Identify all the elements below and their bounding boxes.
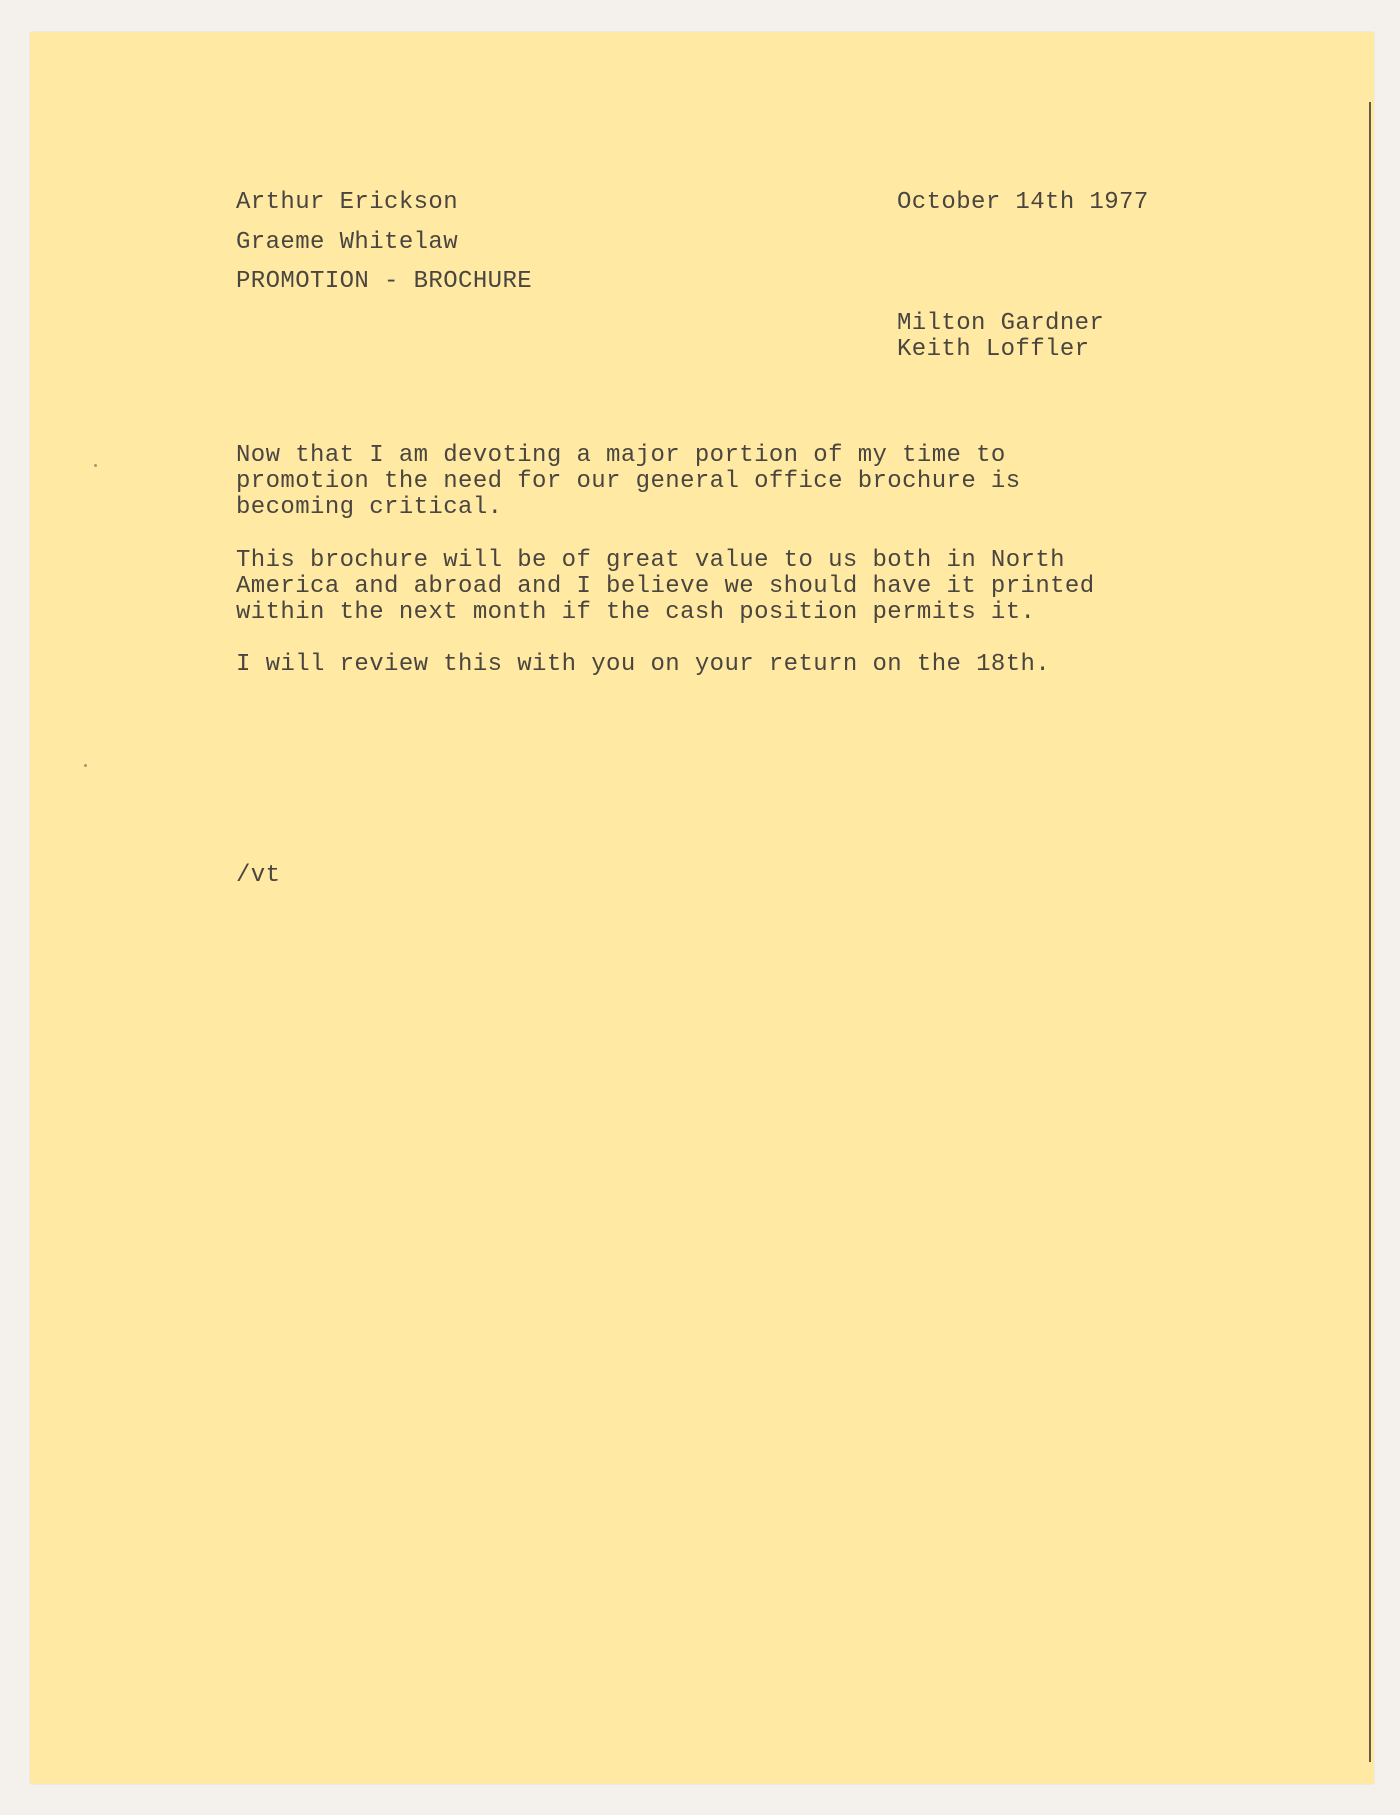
paragraph-2-line-1: This brochure will be of great value to us both in North: [236, 547, 1065, 574]
memo-to: Arthur Erickson: [236, 189, 459, 216]
memo-cc-1: Milton Gardner: [897, 310, 1105, 337]
paragraph-2-line-3: within the next month if the cash position permits it.: [236, 599, 1036, 626]
paragraph-3-line-1: I will review this with you on your return on the 18th.: [236, 651, 1051, 678]
paper-speck: [94, 464, 97, 467]
memo-from: Graeme Whitelaw: [236, 229, 459, 256]
paragraph-2-line-2: America and abroad and I believe we should have it printed: [236, 573, 1095, 600]
paper-speck: [84, 764, 87, 767]
paragraph-1-line-2: promotion the need for our general office brochure is: [236, 468, 1021, 495]
typist-initials: /vt: [236, 862, 281, 889]
paragraph-1-line-1: Now that I am devoting a major portion of my time to: [236, 442, 1006, 469]
memo-cc-2: Keith Loffler: [897, 336, 1090, 363]
memo-sheet: [30, 32, 1374, 1784]
memo-date: October 14th 1977: [897, 189, 1149, 216]
memo-subject: PROMOTION - BROCHURE: [236, 268, 533, 295]
sheet-edge-line: [1369, 102, 1371, 1762]
paragraph-1-line-3: becoming critical.: [236, 494, 503, 521]
